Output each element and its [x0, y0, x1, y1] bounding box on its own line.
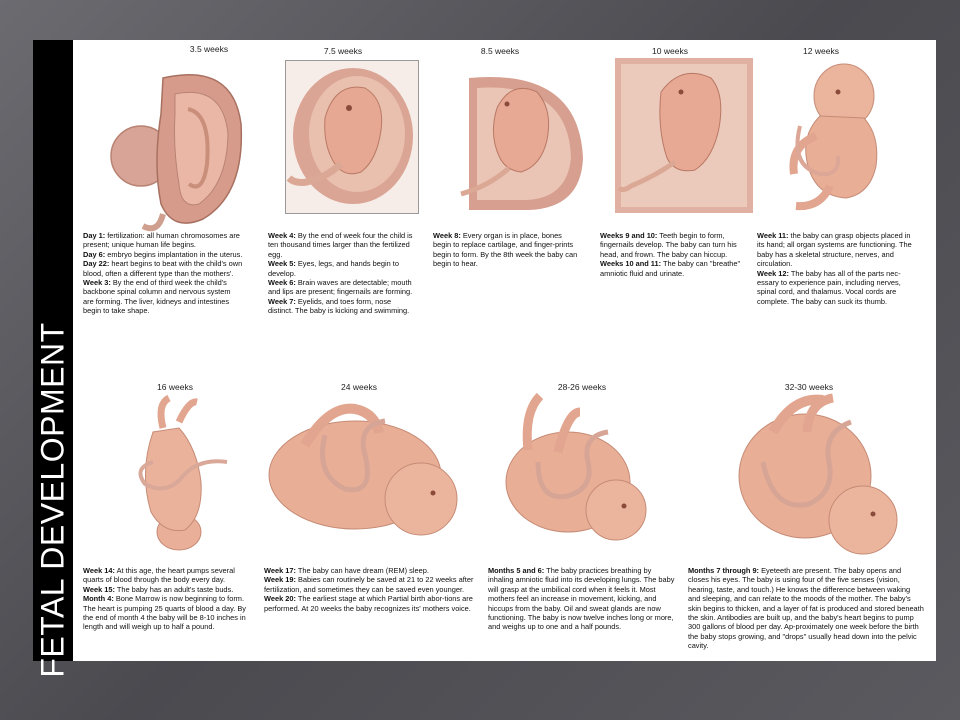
desc-line: Week 14: At this age, the heart pumps several quarts of blood through the body every day.	[83, 566, 235, 585]
fetus-10-weeks-illustration	[615, 58, 753, 213]
desc-line: Week 3: By the end of third week the child's backbone spinal column and nervous system are forming. The liver, kidneys and intestines begin to take shape.	[83, 278, 231, 316]
desc-line: Week 15: The baby has an adult's taste buds.	[83, 584, 234, 594]
fetus-16-weeks-illustration	[123, 392, 233, 552]
desc-12-weeks	[757, 231, 917, 306]
stage-label-28-26-weeks: 28-26 weeks	[557, 382, 607, 392]
desc-line: Week 20: The earliest stage at which Partial birth abor-tions are performed. At 20 weeks the baby recognizes its' mothers voice.	[264, 594, 473, 613]
desc-line: Months 5 and 6: The baby practices breathing by inhaling amniotic fluid into its developing lungs. The baby will grasp at the umbilical cord when it feels it. Most mothers feel an increase in movement, kicking, and hiccups from the baby. Oil and sweat glands are now functioning. The baby is now twelve inches long or more, and weighs up to one and a half pounds.	[488, 566, 675, 632]
desc-line: Week 7: Eyelids, and toes form, nose distinct. The baby is kicking and swimming.	[268, 296, 410, 316]
stage-label-10-weeks: 10 weeks	[652, 46, 688, 56]
desc-line: Weeks 10 and 11: The baby can "breathe" amniotic fluid and urinate.	[600, 259, 741, 278]
desc-line: Week 6: Brain waves are detectable; mouth and lips are present; fingernails are forming.	[268, 278, 413, 297]
desc-line: Month 4: Bone Marrow is now beginning to form. The heart is pumping 25 quarts of blood a day. By the end of month 4 the baby will be 8-10 inches in length and will weigh up to half a pound.	[83, 594, 246, 632]
desc-line: Week 5: Eyes, legs, and hands begin to develop.	[268, 259, 399, 278]
sidebar-title: FETAL DEVELOPMENT	[34, 322, 71, 678]
desc-8-5-weeks	[433, 231, 581, 269]
stage-label-8-5-weeks: 8.5 weeks	[480, 46, 520, 56]
desc-32-weeks	[688, 566, 924, 651]
fetus-12-weeks-illustration	[760, 56, 900, 216]
fetus-24-weeks-illustration	[265, 395, 460, 545]
sidebar	[33, 40, 73, 678]
desc-28-weeks	[488, 566, 678, 632]
stage-label-7-5-weeks: 7.5 weeks	[323, 46, 363, 56]
desc-line: Week 17: The baby can have dream (REM) sleep.	[264, 566, 429, 575]
desc-24-weeks	[264, 566, 474, 613]
desc-line: Week 11: the baby can grasp objects placed in its hand; all organ systems are functioning. The baby has a skeletal structure, nerves, and circulation.	[757, 231, 912, 269]
desc-line: Week 19: Babies can routinely be saved at 21 to 22 weeks after fertilization, and sometimes they can be saved even younger.	[264, 575, 474, 594]
desc-line: Weeks 9 and 10: Teeth begin to form, fingernails develop. The baby can turn his head, and frown. The baby can hiccup.	[600, 231, 737, 259]
stage-label-12-weeks: 12 weeks	[803, 46, 839, 56]
stage-label-3-5-weeks: 3.5 weeks	[189, 44, 229, 54]
desc-3-5-weeks	[83, 231, 243, 316]
desc-7-5-weeks	[268, 231, 418, 316]
desc-line: Week 8: Every organ is in place, bones begin to replace cartilage, and finger-prints begin to form. By the 8th week the baby can begin to hear.	[433, 231, 578, 269]
embryo-3-5-weeks-illustration	[103, 54, 243, 229]
desc-16-weeks	[83, 566, 251, 632]
stage-label-32-30-weeks: 32-30 weeks	[784, 382, 834, 392]
embryo-7-5-weeks-illustration	[285, 60, 417, 212]
desc-line: Day 22: heart begins to beat with the child's own blood, often a different type than the mothers'.	[83, 259, 243, 278]
desc-line: Months 7 through 9: Eyeteeth are present. The baby opens and closes his eyes. The baby is using four of the five senses (vision, hearing, taste, and touch.) He knows the difference between waking and sleeping, and can relate to the moods of the mother. The baby's skin begins to thicken, and a layer of fat is produced and stored beneath the skin. Antibodies are built up, and the baby's heart begins to pump 300 gallons of blood per day. Ap-proximately one week before the birth the baby stops growing, and "drops" usually head down into the pelvic cavity.	[688, 566, 924, 651]
fetus-32-weeks-illustration	[733, 392, 908, 562]
desc-line: Week 4: By the end of week four the child is ten thousand times larger than the fertilized egg.	[268, 231, 413, 259]
stage-label-24-weeks: 24 weeks	[341, 382, 377, 392]
desc-10-weeks	[600, 231, 748, 278]
fetus-28-weeks-illustration	[498, 392, 648, 552]
desc-line: Day 1: fertilization: all human chromosomes are present; unique human life begins.	[83, 231, 240, 250]
desc-line: Day 6: embryo begins implantation in the uterus.	[83, 249, 243, 259]
embryo-8-5-weeks-illustration	[449, 58, 587, 213]
stage-label-16-weeks: 16 weeks	[157, 382, 193, 392]
desc-line: Week 12: The baby has all of the parts nec-essary to experience pain, including nerves, spinal cord, and thalamus. Vocal cords are complete. The baby can suck its thumb.	[757, 268, 901, 306]
slide	[33, 40, 936, 678]
